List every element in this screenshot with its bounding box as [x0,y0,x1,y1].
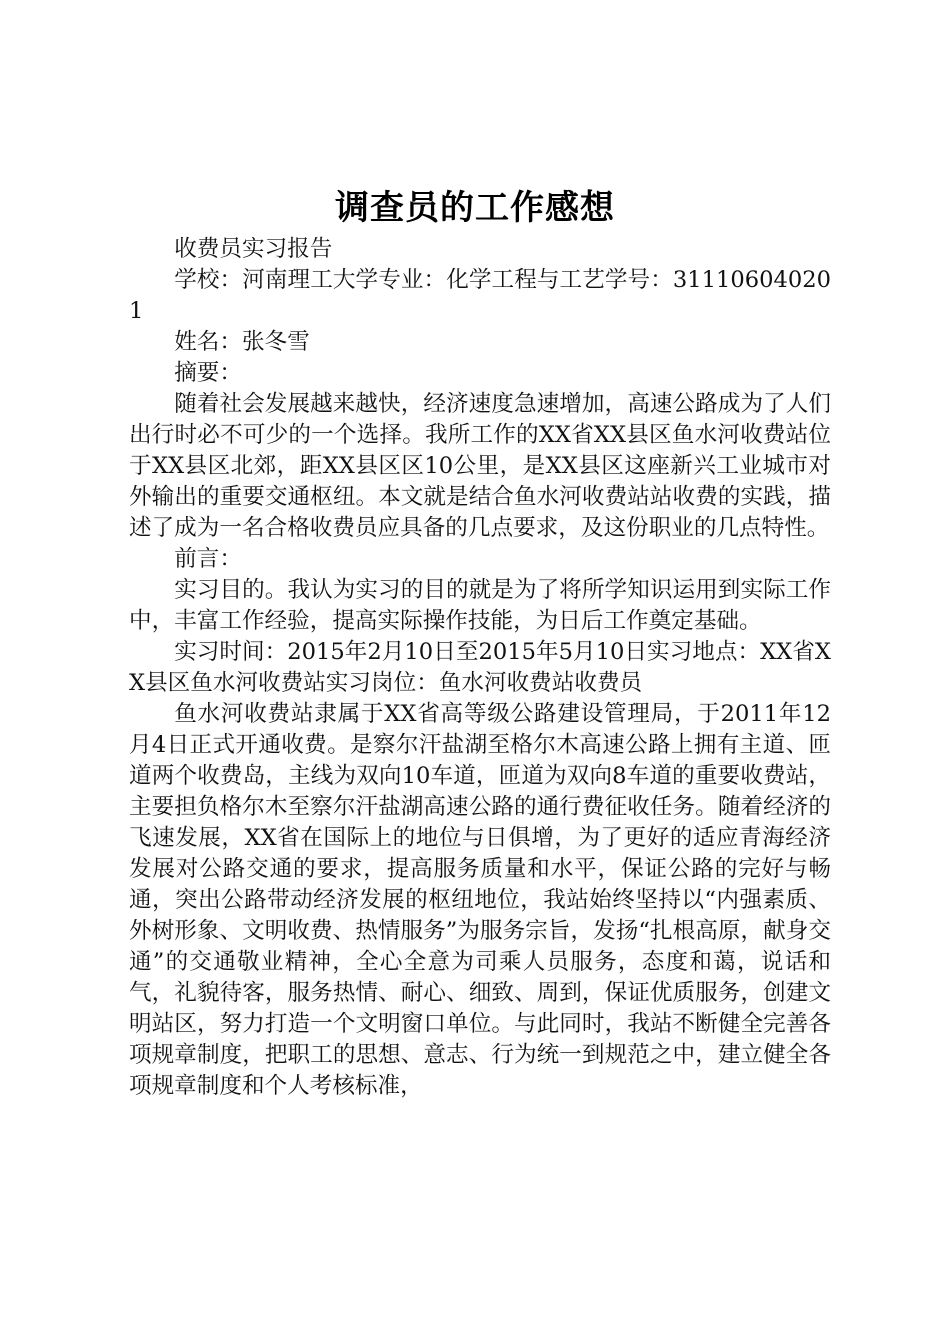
abstract-heading: 摘要： [174,360,242,386]
internship-time-place-paragraph: 实习时间：2015年2月10日至2015年5月10日实习地点：XX省XX县区鱼水河收费站实习岗位：鱼水河收费站收费员 [129,639,831,696]
document-title: 调查员的工作感想 [335,188,615,228]
report-subtitle: 收费员实习报告 [174,236,333,262]
toll-station-intro-paragraph: 鱼水河收费站隶属于XX省高等级公路建设管理局，于2011年12月4日正式开通收费。是察尔汗盐湖至格尔木高速公路上拥有主道、匝道两个收费岛，主线为双向10车道，匝道为双向8车道的重要收费站，主要担负格尔木至察尔汗盐湖高速公路的通行费征收任务。随着经济的飞速发展，XX省在国际上的地位与日俱增，为了更好的适应青海经济发展对公路交通的要求，提高服务质量和水平，保证公路的完好与畅通，突出公路带动经济发展的枢纽地位，我站始终坚持以“内强素质、外树形象、文明收费、热情服务”为服务宗旨，发扬“扎根高原，献身交通”的交通敬业精神，全心全意为司乘人员服务，态度和蔼，说话和气，礼貌待客，服务热情、耐心、细致、周到，保证优质服务，创建文明站区，努力打造一个文明窗口单位。与此同时，我站不断健全完善各项规章制度，把职工的思想、意志、行为统一到规范之中，建立健全各项规章制度和个人考核标准， [129,701,831,1099]
abstract-paragraph: 随着社会发展越来越快，经济速度急速增加，高速公路成为了人们出行时必不可少的一个选择。我所工作的XX省XX县区鱼水河收费站位于XX县区北郊，距XX县区区10公里，是XX县区这座新兴工业城市对外输出的重要交通枢纽。本文就是结合鱼水河收费站站收费的实践，描述了成为一名合格收费员应具备的几点要求，及这份职业的几点特性。 [129,391,831,541]
school-major-id-line: 学校：河南理工大学专业：化学工程与工艺学号：311106040201 [129,267,831,324]
preface-heading: 前言： [174,546,242,572]
student-name-line: 姓名：张冬雪 [174,329,310,355]
document-body [129,234,831,1102]
internship-purpose-paragraph: 实习目的。我认为实习的目的就是为了将所学知识运用到实际工作中，丰富工作经验，提高实际操作技能，为日后工作奠定基础。 [129,577,831,634]
